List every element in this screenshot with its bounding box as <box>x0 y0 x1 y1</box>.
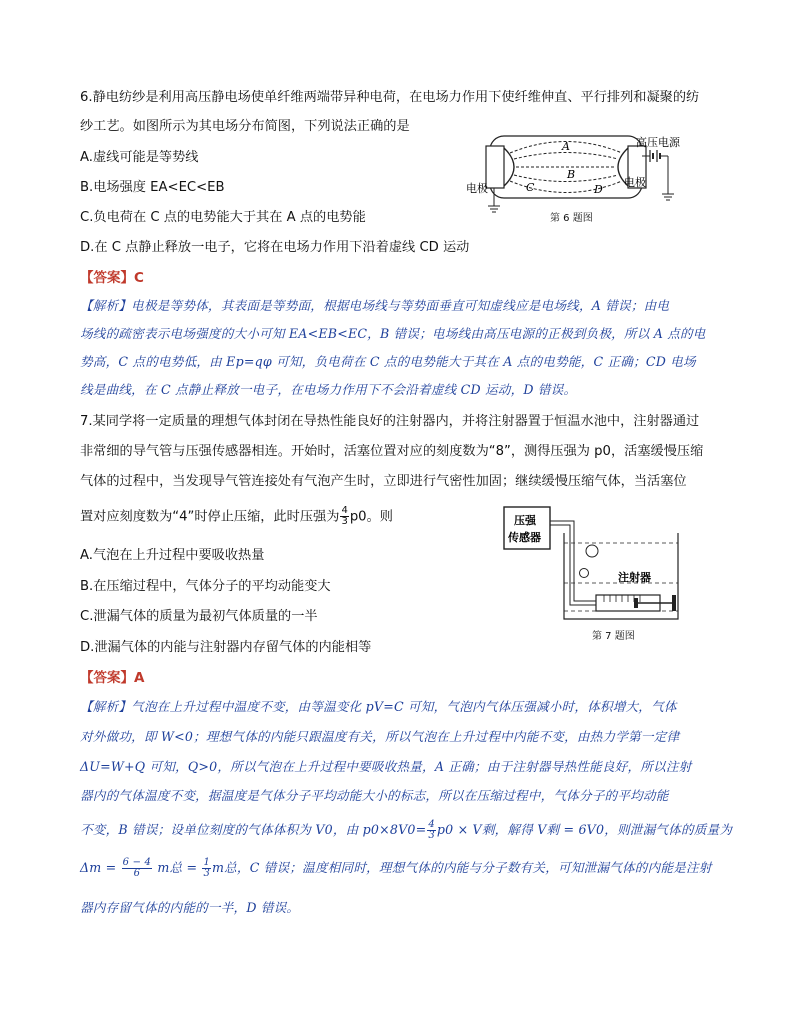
q7-explanation-line5-text: 不变，B 错误；设单位刻度的气体体积为 V0，由 p0×8V0= <box>80 822 427 837</box>
point-b-label: B <box>567 168 576 181</box>
power-supply-label: 高压电源 <box>636 136 680 149</box>
q7-stem-line3: 气体的过程中，当发现导气管连接处有气泡产生时，立即进行气密性加固；继续缓慢压缩气体，当活塞位 <box>80 474 687 489</box>
syringe-label: 注射器 <box>618 571 651 584</box>
q7-option-b: B.在压缩过程中，气体分子的平均动能变大 <box>80 579 331 594</box>
q6-explanation-line2: 场线的疏密表示电场强度的大小可知 EA<EB<EC，B 错误；电场线由高压电源的正极到负极，所以 A 点的电 <box>80 326 706 341</box>
fraction-numerator: 1 <box>203 857 210 868</box>
q7-explanation-line1: 【解析】气泡在上升过程中温度不变，由等温变化 pV=C 可知，气泡内气体压强减小时，体积增大，气体 <box>80 699 677 714</box>
q6-figure-caption: 第 6 题图 <box>550 213 593 224</box>
q6-explanation-line3: 势高，C 点的电势低，由 Ep=qφ 可知，负电荷在 C 点的电势能大于其在 A 点的电势能，C 正确；CD 电场 <box>80 354 696 369</box>
fraction <box>427 820 436 841</box>
sensor-label-line1: 压强 <box>514 514 536 527</box>
q7-explanation-line6-mid: m总 = <box>157 860 198 875</box>
q6-option-a: A.虚线可能是等势线 <box>80 150 199 165</box>
q7-explanation-line5-end: p0 × V剩，解得 V剩 = 6V0，则泄漏气体的质量为 <box>436 822 733 837</box>
q7-stem-line4-text: 置对应刻度数为“4”时停止压缩，此时压强为 <box>80 509 340 525</box>
q7-option-c: C.泄漏气体的质量为最初气体质量的一半 <box>80 609 318 624</box>
q7-option-a: A.气泡在上升过程中要吸收热量 <box>80 548 265 563</box>
q7-syringe-figure <box>500 503 690 625</box>
q6-option-c: C.负电荷在 C 点的电势能大于其在 A 点的电势能 <box>80 210 366 225</box>
q7-explanation-line5 <box>80 820 732 841</box>
q6-explanation-line4: 线是曲线，在 C 点静止释放一电子，在电场力作用下不会沿着虚线 CD 运动，D 错误。 <box>80 382 577 397</box>
fraction-numerator: 6 − 4 <box>122 857 152 868</box>
left-electrode-label: 电极 <box>466 182 488 195</box>
q7-stem-line1: 7.某同学将一定质量的理想气体封闭在导热性能良好的注射器内，并将注射器置于恒温水池中，注射器通过 <box>80 414 700 429</box>
point-d-label: D <box>594 183 603 196</box>
fraction <box>202 858 211 879</box>
q7-explanation-line3: ΔU=W+Q 可知，Q>0，所以气泡在上升过程中要吸收热量，A 正确；由于注射器导热性能良好，所以注射 <box>80 759 692 774</box>
q7-explanation-line4: 器内的气体温度不变，据温度是气体分子平均动能大小的标志，所以在压缩过程中，气体分子的平均动能 <box>80 788 669 803</box>
q7-stem-line4 <box>80 506 393 528</box>
fraction-numerator: 4 <box>341 505 348 516</box>
q7-explanation-line6 <box>80 858 712 879</box>
q6-answer: 【答案】C <box>80 270 144 286</box>
right-electrode-label: 电极 <box>624 176 646 189</box>
q6-option-d: D.在 C 点静止释放一电子，它将在电场力作用下沿着虚线 CD 运动 <box>80 240 470 255</box>
q6-explanation-line1: 【解析】电极是等势体，其表面是等势面，根据电场线与等势面垂直可知虚线应是电场线，A 错误；由电 <box>80 298 670 313</box>
q6-stem-line1: 6.静电纺纱是利用高压静电场使单纤维两端带异种电荷，在电场力作用下使纤维伸直、平行排列和凝聚的纺 <box>80 90 700 105</box>
q7-explanation-line7: 器内存留气体的内能的一半，D 错误。 <box>80 900 300 915</box>
fraction <box>340 506 348 527</box>
fraction-denominator: 3 <box>428 830 435 841</box>
q6-option-b: B.电场强度 EA<EC<EB <box>80 180 225 195</box>
q6-stem-line2: 纱工艺。如图所示为其电场分布简图，下列说法正确的是 <box>80 119 410 134</box>
fraction-denominator: 3 <box>341 516 348 527</box>
point-a-label: A <box>562 140 570 153</box>
fraction-denominator: 6 <box>133 868 141 879</box>
q7-figure-caption: 第 7 题图 <box>592 631 635 642</box>
fraction-numerator: 4 <box>428 819 435 830</box>
fraction <box>122 858 152 879</box>
q7-option-d: D.泄漏气体的内能与注射器内存留气体的内能相等 <box>80 640 372 655</box>
q7-explanation-line6-text: Δm = <box>80 860 117 875</box>
point-c-label: C <box>526 181 535 194</box>
q7-stem-line2: 非常细的导气管与压强传感器相连。开始时，活塞位置对应的刻度数为“8”，测得压强为 p0，活塞缓慢压缩 <box>80 444 704 459</box>
sensor-label-line2: 传感器 <box>508 531 541 544</box>
q7-stem-line4-end: p0。则 <box>349 509 393 525</box>
q7-explanation-line6-end: m总，C 错误；温度相同时，理想气体的内能与分子数有关，可知泄漏气体的内能是注射 <box>212 860 712 875</box>
q7-answer: 【答案】A <box>80 670 145 686</box>
fraction-denominator: 3 <box>203 868 210 879</box>
q7-explanation-line2: 对外做功，即 W<0；理想气体的内能只跟温度有关，所以气泡在上升过程中内能不变，由热力学第一定律 <box>80 729 680 744</box>
